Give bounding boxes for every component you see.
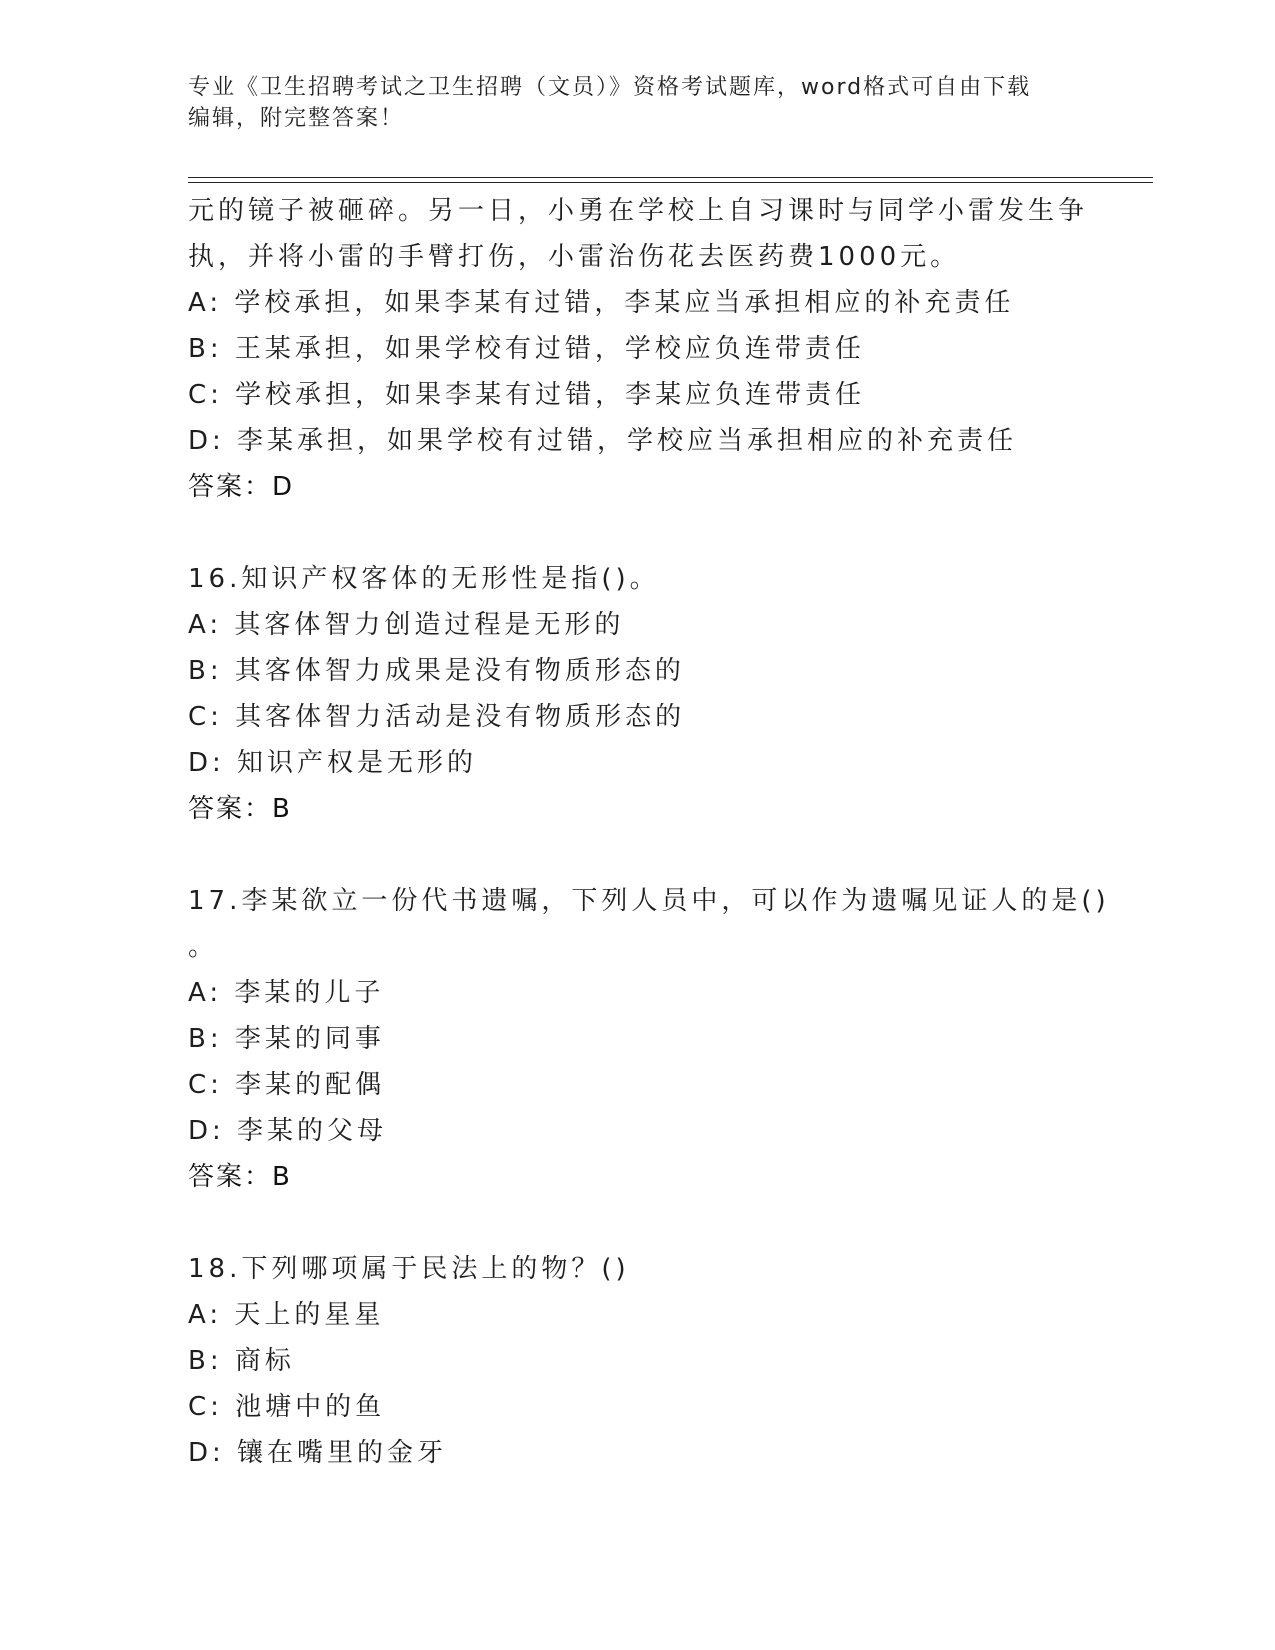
- document-body: [188, 188, 1110, 1476]
- spacer: [188, 832, 1088, 878]
- question-stem-line: 17.李某欲立一份代书遗嘱，下列人员中，可以作为遗嘱见证人的是(): [188, 886, 1110, 916]
- answer-text: 答案：D: [188, 472, 295, 502]
- question-stem-line: 执，并将小雷的手臂打伤，小雷治伤花去医药费1000元。: [188, 242, 961, 272]
- option-a: A: 其客体智力创造过程是无形的: [188, 610, 625, 640]
- question-stem: 18.下列哪项属于民法上的物？(): [188, 1254, 630, 1284]
- option-a: A: 学校承担，如果李某有过错，李某应当承担相应的补充责任: [188, 288, 1015, 318]
- option-c: C: 池塘中的鱼: [188, 1392, 386, 1422]
- option-b: B: 其客体智力成果是没有物质形态的: [188, 656, 685, 686]
- answer-text: 答案：B: [188, 794, 292, 824]
- option-c: C: 李某的配偶: [188, 1070, 386, 1100]
- option-b: B: 李某的同事: [188, 1024, 385, 1054]
- option-a: A: 天上的星星: [188, 1300, 385, 1330]
- option-c: C: 学校承担，如果李某有过错，李某应负连带责任: [188, 380, 866, 410]
- option-d: D: 李某承担，如果学校有过错，学校应当承担相应的补充责任: [188, 426, 1018, 456]
- question-16: [188, 556, 1088, 832]
- option-b: B: 商标: [188, 1346, 295, 1376]
- option-b: B: 王某承担，如果学校有过错，学校应负连带责任: [188, 334, 865, 364]
- option-a: A: 李某的儿子: [188, 978, 385, 1008]
- question-15: [188, 188, 1088, 510]
- option-d: D: 知识产权是无形的: [188, 748, 478, 778]
- option-d: D: 李某的父母: [188, 1116, 388, 1146]
- question-18: [188, 1246, 1088, 1476]
- question-stem-line: 元的镜子被砸碎。另一日，小勇在学校上自习课时与同学小雷发生争: [188, 196, 1089, 226]
- spacer: [188, 1200, 1088, 1246]
- option-d: D: 镶在嘴里的金牙: [188, 1438, 448, 1468]
- header-line-1: 专业《卫生招聘考试之卫生招聘（文员）》资格考试题库，word格式可自由下载: [188, 75, 1032, 100]
- spacer: [188, 510, 1088, 556]
- question-stem-line: 。: [188, 932, 219, 962]
- option-c: C: 其客体智力活动是没有物质形态的: [188, 702, 686, 732]
- question-17: [188, 878, 1110, 1200]
- document-header: [188, 72, 1068, 134]
- header-divider-bottom: [188, 182, 1153, 183]
- header-divider-top: [188, 177, 1153, 178]
- answer-text: 答案：B: [188, 1162, 292, 1192]
- header-line-2: 编辑，附完整答案！: [188, 106, 405, 131]
- question-stem: 16.知识产权客体的无形性是指()。: [188, 564, 660, 594]
